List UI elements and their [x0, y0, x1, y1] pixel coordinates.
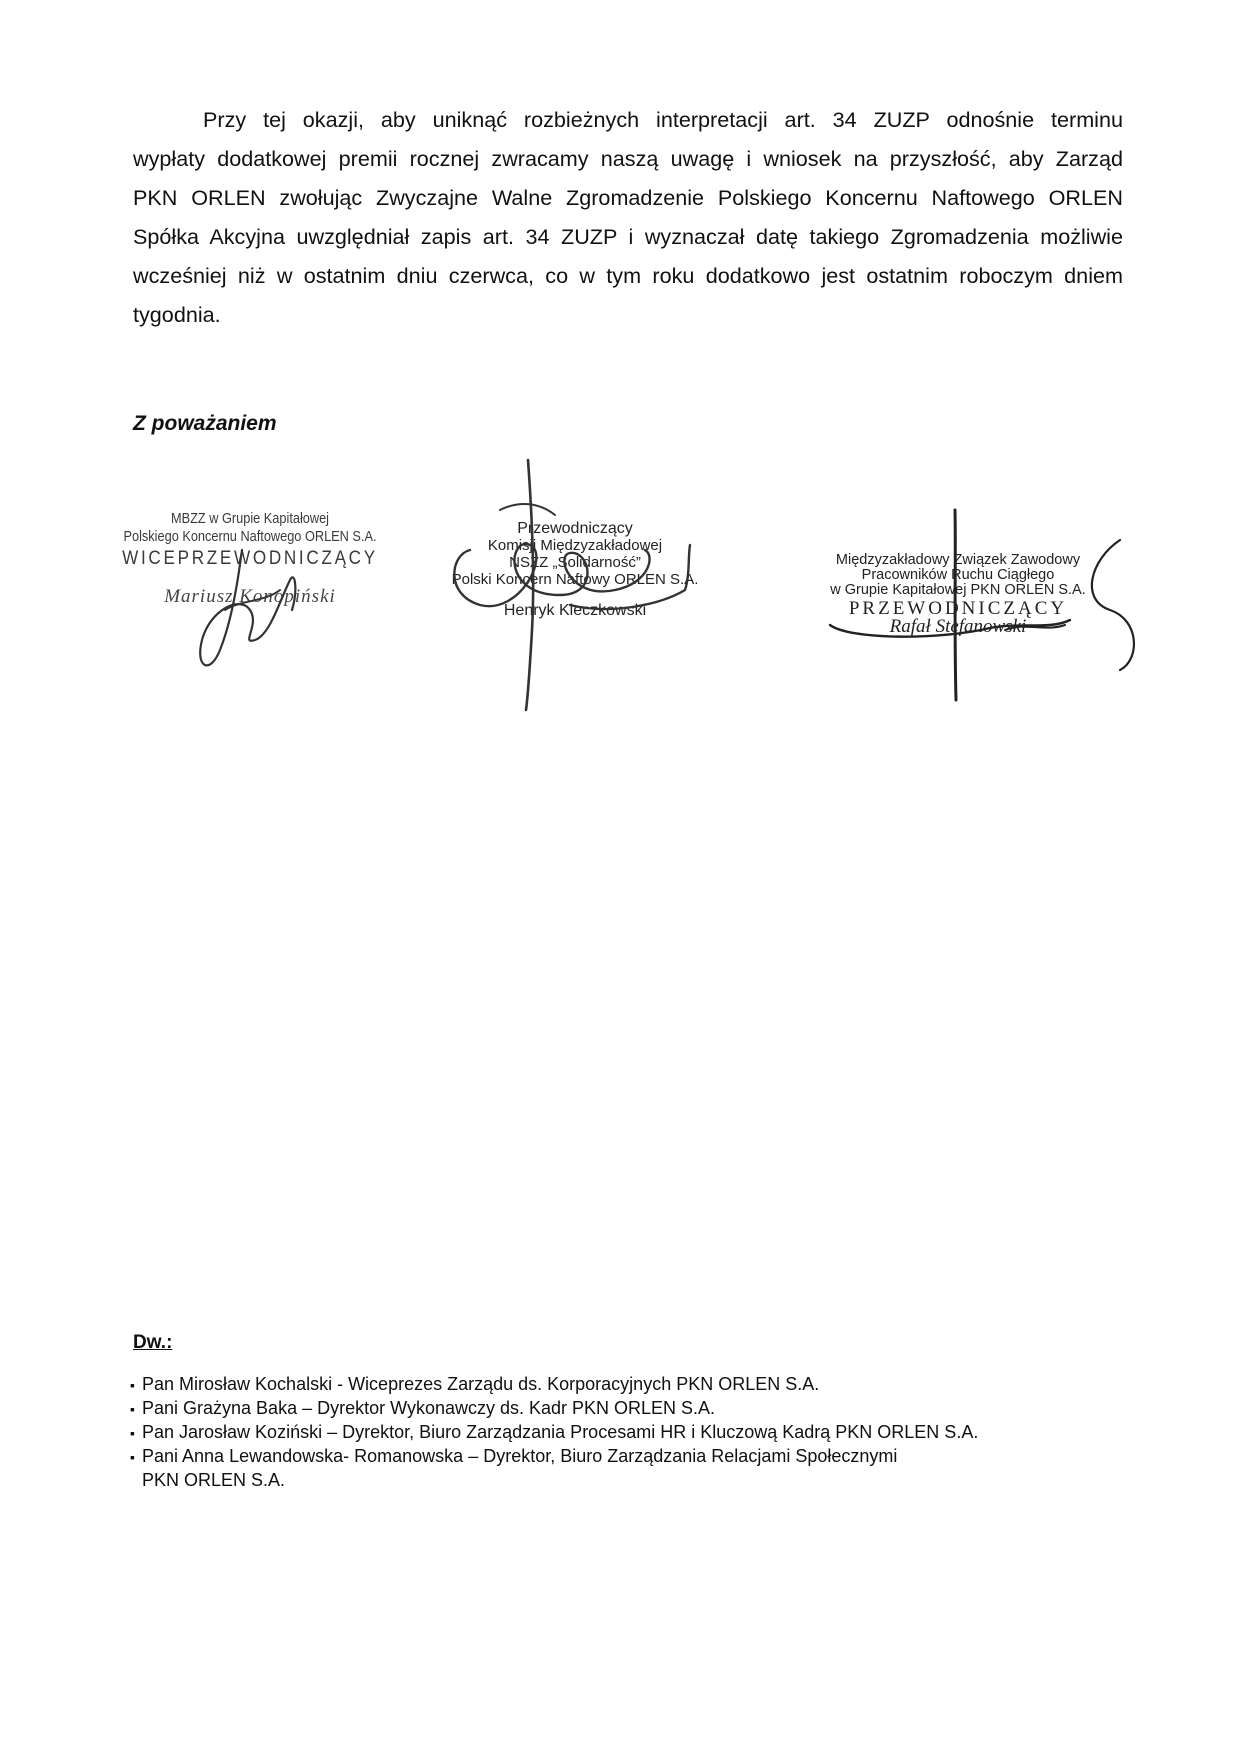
- cc-list: [130, 1373, 1130, 1492]
- paragraph-line: wypłaty dodatkowej premii rocznej zwracamy naszą uwagę i wniosek na przyszłość, aby Zarząd: [133, 146, 1123, 171]
- cc-item: [130, 1421, 1130, 1445]
- paragraph-line: PKN ORLEN zwołując Zwyczajne Walne Zgromadzenie Polskiego Koncernu Naftowego ORLEN: [133, 185, 1123, 210]
- paragraph-line: tygodnia.: [133, 302, 221, 327]
- paragraph-line: Przy tej okazji, aby uniknąć rozbieżnych interpretacji art. 34 ZUZP odnośnie terminu: [203, 107, 1123, 132]
- stamp-name: Mariusz Konopiński: [164, 586, 336, 607]
- body-paragraph: [133, 100, 1123, 334]
- bullet-icon: ▪: [130, 1425, 135, 1441]
- cc-item-continuation: PKN ORLEN S.A.: [142, 1470, 286, 1490]
- signature-stamp-chairman-mzz: [808, 552, 1108, 637]
- stamp-line: Polski Koncern Naftowy ORLEN S.A.: [451, 571, 699, 588]
- cc-item: [130, 1445, 1130, 1469]
- stamp-line: MBZZ w Grupie Kapitałowej: [170, 510, 330, 527]
- signature-stamp-chairman-solidarnosc: [430, 520, 720, 619]
- stamp-line: w Grupie Kapitałowej PKN ORLEN S.A.: [830, 582, 1086, 598]
- bullet-icon: ▪: [130, 1401, 135, 1417]
- stamp-line: NSZZ „Solidarność”: [509, 554, 641, 571]
- stamp-title: Przewodniczący: [517, 520, 633, 537]
- closing-salutation: Z poważaniem: [133, 412, 277, 435]
- stamp-title: WICEPRZEWODNICZĄCY: [122, 548, 378, 569]
- paragraph-line: wcześniej niż w ostatnim dniu czerwca, co w tym roku dodatkowo jest ostatnim roboczym dniem: [133, 263, 1123, 288]
- cc-item: [130, 1373, 1130, 1397]
- cc-item: [130, 1397, 1130, 1421]
- stamp-name: Henryk Kleczkowski: [503, 602, 647, 619]
- stamp-line: Międzyzakładowy Związek Zawodowy: [835, 552, 1081, 568]
- signature-stamp-vice-chairman: [95, 510, 405, 608]
- paragraph-line: Spółka Akcyjna uwzględniał zapis art. 34 ZUZP i wyznaczał datę takiego Zgromadzenia możliwie: [133, 224, 1123, 249]
- bullet-icon: ▪: [130, 1449, 135, 1465]
- stamp-line: Polskiego Koncernu Naftowego ORLEN S.A.: [123, 528, 377, 545]
- stamp-line: Pracowników Ruchu Ciągłego: [861, 567, 1055, 583]
- bullet-icon: ▪: [130, 1377, 135, 1393]
- cc-item-text: Pani Grażyna Baka – Dyrektor Wykonawczy ds. Kadr PKN ORLEN S.A.: [142, 1398, 716, 1418]
- stamp-line: Komisji Międzyzakładowej: [487, 537, 663, 554]
- cc-heading: Dw.:: [133, 1332, 173, 1353]
- cc-item-text: Pan Mirosław Kochalski - Wiceprezes Zarządu ds. Korporacyjnych PKN ORLEN S.A.: [142, 1374, 820, 1394]
- cc-item-text: Pan Jarosław Koziński – Dyrektor, Biuro Zarządzania Procesami HR i Kluczową Kadrą PKN ORLEN S.A.: [142, 1422, 979, 1442]
- cc-item-text: Pani Anna Lewandowska- Romanowska – Dyrektor, Biuro Zarządzania Relacjami Społecznymi: [142, 1446, 898, 1466]
- stamp-title: PRZEWODNICZĄCY: [848, 598, 1068, 619]
- stamp-name: Rafał Stefanowski: [889, 616, 1027, 637]
